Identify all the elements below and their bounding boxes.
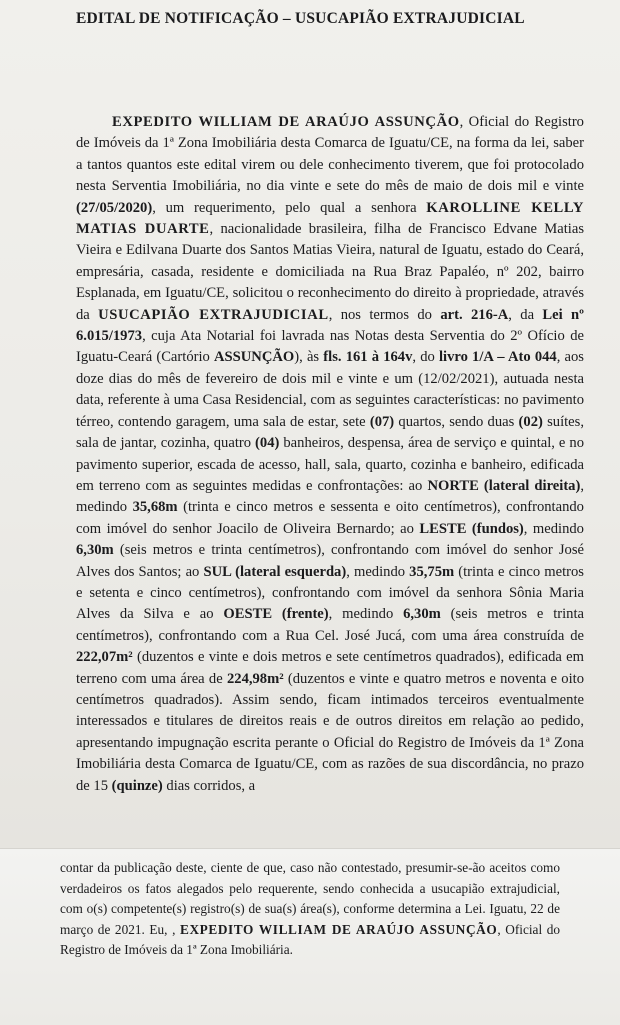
text-run: dias corridos, a — [162, 777, 256, 794]
bold-run: art. 216-A — [440, 306, 509, 323]
edital-body — [76, 112, 584, 797]
text-run: quartos, sendo duas — [394, 413, 519, 430]
text-run: , do — [412, 349, 439, 366]
bold-run: 222,07m² — [76, 649, 133, 666]
bold-run: 6,30m — [403, 606, 441, 623]
bold-name-run: EXPEDITO WILLIAM DE ARAÚJO ASSUNÇÃO — [179, 921, 498, 937]
bold-run: 224,98m² — [226, 670, 284, 687]
text-run: , medindo — [346, 563, 410, 580]
bold-run: SUL (lateral esquerda) — [203, 563, 347, 580]
text-run: ), às — [294, 349, 324, 366]
text-run: banheiros, despensa, área de serviço e quintal, e no pavimento superior, escada de acesso, hall, sala, quarto, cozinha e banheiro, edificada em terreno com as seguintes medidas e confrontações: ao — [76, 435, 584, 494]
edital-paragraph — [76, 112, 584, 797]
text-run: , medindo — [76, 477, 584, 516]
text-run: , cuja Ata Notarial foi lavrada nas Notas desta Serventia do 2º Ofício de Iguatu-Ceará (Cartório — [76, 328, 584, 366]
bold-run: (04) — [255, 435, 280, 452]
bold-run: LESTE (fundos) — [419, 520, 524, 537]
text-run: , nos termos do — [328, 306, 441, 323]
text-run: (seis metros e trinta centímetros), confrontando com a Rua Cel. José Jucá, com uma área construída de — [76, 606, 585, 644]
bold-run: OESTE (frente) — [223, 606, 329, 623]
bold-run: fls. 161 à 164v — [323, 349, 413, 366]
bold-name-run: EXPEDITO WILLIAM DE ARAÚJO ASSUNÇÃO — [112, 114, 460, 130]
text-run: , medindo — [523, 520, 584, 537]
text-run: (trinta e cinco metros e setenta e cinco centímetros), confrontando com imóvel da senhora Sônia Maria Alves da Silva e ao — [76, 563, 584, 623]
bold-run: ASSUNÇÃO — [214, 349, 295, 366]
text-run: contar da publicação deste, ciente de que, caso não contestado, presumir-se-ão aceitos como verdadeiros os fatos alegados pelo requerente, sendo conhecida a usucapião extrajudicial, com o(s) competente(s) registro(s) de sua(s) área(s), conforme determina a Lei. Iguatu, 22 de março de 2021. Eu, , — [60, 860, 560, 937]
bold-run: (02) — [518, 413, 543, 430]
text-run: , Oficial do Registro de Imóveis da 1ª Zona Imobiliária desta Comarca de Iguatu/CE, na forma da lei, saber a tantos quantos este edital virem ou dele conhecimento tiverem, que foi protocolado nesta Serventia Imobiliária, no dia vinte e sete do mês de maio de dois mil e vinte — [76, 114, 584, 195]
bold-run: livro 1/A – Ato 044 — [438, 349, 557, 366]
text-run: , Oficial do Registro de Imóveis da 1ª Zona Imobiliária. — [60, 921, 561, 958]
bold-run: 35,68m — [132, 499, 178, 516]
bold-run: (27/05/2020) — [76, 199, 153, 216]
text-run: suítes, sala de jantar, cozinha, quatro — [76, 413, 584, 452]
bold-run: Lei nº 6.015/1973 — [76, 306, 584, 345]
text-run: , nacionalidade brasileira, filha de Francisco Edvane Matias Vieira e Edilvana Duarte dos Santos Matias Vieira, natural de Iguatu, estado do Ceará, empresária, casada, residente e domiciliada na Rua Braz Papaléo, nº 202, bairro Esplanada, em Iguatu/CE, solicitou o reconhecimento do direito à propriedade, através da — [76, 221, 584, 323]
text-run: , aos doze dias do mês de fevereiro de dois mil e vinte e um (12/02/2021), autuada nesta data, referente à uma Casa Residencial, com as seguintes características: no pavimento térreo, contendo garagem, uma sala de estar, sete — [76, 349, 584, 430]
edital-title: EDITAL DE NOTIFICAÇÃO – USUCAPIÃO EXTRAJUDICIAL — [76, 10, 525, 27]
bold-run: (07) — [369, 413, 395, 430]
text-run: (duzentos e vinte e quatro metros e noventa e oito centímetros quadrados). Assim sendo, ficam intimados terceiros eventualmente interessados e titulares de direitos reais e de outros direitos em relação ao pedido, apresentando impugnação escrita perante o Oficial do Registro de Imóveis da 1ª Zona Imobiliária desta Comarca de Iguatu/CE, com as razões de sua discordância, no prazo de 15 — [76, 670, 584, 794]
continuation-paragraph — [60, 858, 560, 961]
text-run: (trinta e cinco metros e sessenta e oito centímetros), confrontando com imóvel do senhor Joacilo de Oliveira Bernardo; ao — [76, 499, 584, 537]
text-run: (duzentos e vinte e dois metros e sete centímetros quadrados), edificada em terreno com uma área de — [76, 649, 584, 687]
text-run: (seis metros e trinta centímetros), confrontando com imóvel do senhor José Alves dos Santos; ao — [76, 542, 584, 580]
bold-run: 35,75m — [409, 563, 455, 580]
bold-run: (quinze) — [111, 777, 163, 794]
edital-continuation — [60, 858, 560, 961]
bold-run: 6,30m — [76, 542, 114, 559]
text-run: , um requerimento, pelo qual a senhora — [152, 199, 427, 216]
text-run: , da — [508, 306, 543, 323]
bold-name-run: KAROLLINE KELLY MATIAS DUARTE — [76, 199, 584, 238]
bold-run: NORTE (lateral direita) — [427, 477, 581, 494]
text-run: , medindo — [328, 606, 404, 623]
bold-name-run: USUCAPIÃO EXTRAJUDICIAL — [98, 306, 329, 323]
